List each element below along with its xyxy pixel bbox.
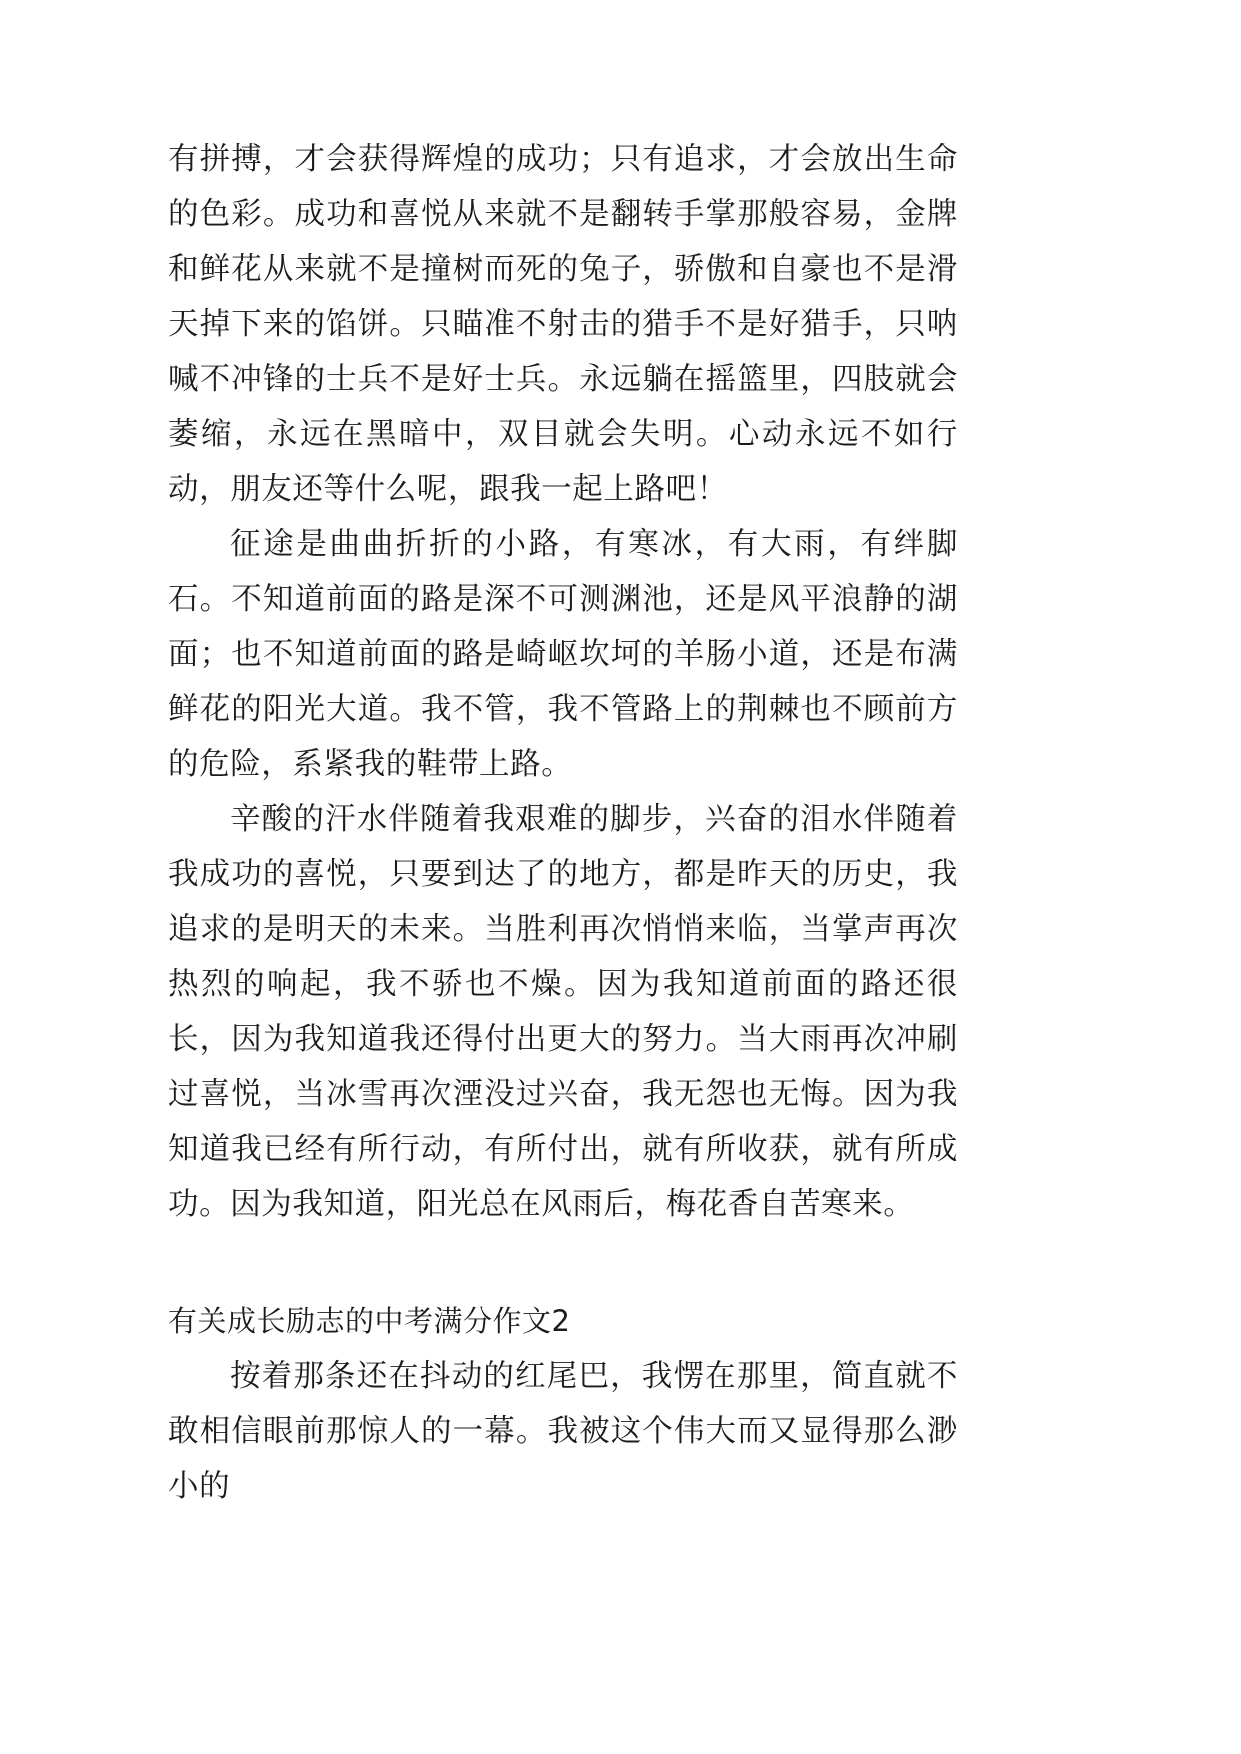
document-body bbox=[168, 132, 958, 1514]
paragraph-3: 辛酸的汗水伴随着我艰难的脚步，兴奋的泪水伴随着我成功的喜悦，只要到达了的地方，都是昨天的历史，我追求的是明天的未来。当胜利再次悄悄来临，当掌声再次热烈的响起，我不骄也不燥。因为我知道前面的路还很长，因为我知道我还得付出更大的努力。当大雨再次冲刷过喜悦，当冰雪再次湮没过兴奋，我无怨也无悔。因为我知道我已经有所行动，有所付出，就有所收获，就有所成功。因为我知道，阳光总在风雨后，梅花香自苦寒来。 bbox=[168, 802, 958, 1222]
paragraph-4: 按着那条还在抖动的红尾巴，我愣在那里，简直就不敢相信眼前那惊人的一幕。我被这个伟大而又显得那么渺小的 bbox=[168, 1359, 958, 1504]
paragraph-1: 有拼搏，才会获得辉煌的成功；只有追求，才会放出生命的色彩。成功和喜悦从来就不是翻转手掌那般容易，金牌和鲜花从来就不是撞树而死的兔子，骄傲和自豪也不是滑天掉下来的馅饼。只瞄准不射击的猎手不是好猎手，只呐喊不冲锋的士兵不是好士兵。永远躺在摇篮里，四肢就会萎缩，永远在黑暗中，双目就会失明。心动永远不如行动，朋友还等什么呢，跟我一起上路吧！ bbox=[168, 142, 958, 507]
paragraph-2: 征途是曲曲折折的小路，有寒冰，有大雨，有绊脚石。不知道前面的路是深不可测渊池，还是风平浪静的湖面；也不知道前面的路是崎岖坎坷的羊肠小道，还是布满鲜花的阳光大道。我不管，我不管路上的荆棘也不顾前方的危险，系紧我的鞋带上路。 bbox=[168, 527, 958, 782]
section-spacer bbox=[168, 1232, 958, 1294]
section-heading: 有关成长励志的中考满分作文2 bbox=[168, 1304, 571, 1338]
